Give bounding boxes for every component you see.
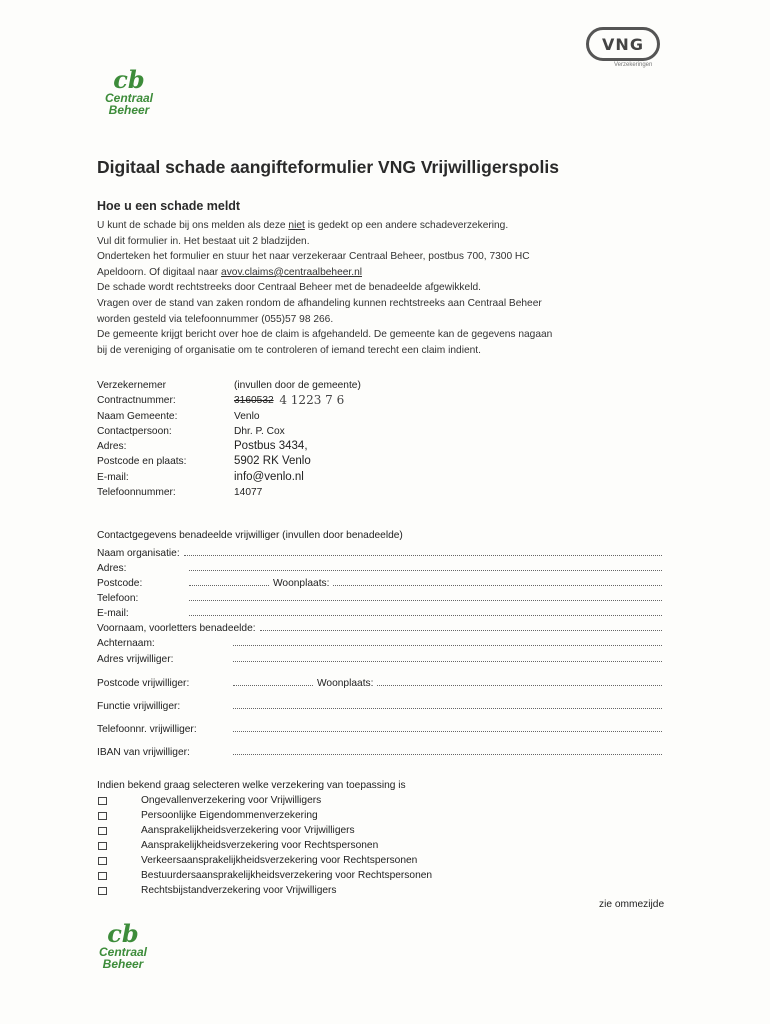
achternaam-field[interactable] — [233, 636, 662, 646]
checkbox[interactable] — [98, 887, 107, 895]
contract-number-struck: 3160532 — [234, 395, 274, 407]
centraal-beheer-logo-top — [84, 65, 174, 117]
label-achternaam: Achternaam: — [97, 638, 155, 649]
label-adres-vrijwilliger: Adres vrijwilliger: — [97, 654, 174, 665]
checkbox[interactable] — [98, 857, 107, 865]
intro-line: De gemeente krijgt bericht over hoe de claim is afgehandeld. De gemeente kan de gegevens nagaan — [97, 329, 553, 341]
checkbox[interactable] — [98, 827, 107, 835]
info-row: E-mail: info@venlo.nl — [97, 470, 304, 483]
insurance-option[interactable]: Aansprakelijkheidsverzekering voor Rechtspersonen — [97, 838, 432, 853]
info-row: Verzekernemer (invullen door de gemeente) — [97, 380, 361, 391]
info-row: Postcode en plaats: 5902 RK Venlo — [97, 455, 311, 468]
centraal-beheer-logo-bottom — [78, 919, 168, 971]
info-row: Contractnummer: 3160532 4 1223 7 6 — [97, 393, 345, 408]
intro-line: Vul dit formulier in. Het bestaat uit 2 bladzijden. — [97, 235, 310, 247]
label-postcode-vrijwilliger: Postcode vrijwilliger: — [97, 678, 190, 689]
insurance-option[interactable]: Ongevallenverzekering voor Vrijwilligers — [97, 793, 432, 808]
vng-logo — [586, 27, 660, 61]
insurance-option[interactable]: Bestuurdersaansprakelijkheidsverzekering voor Rechtspersonen — [97, 868, 432, 883]
checkbox[interactable] — [98, 842, 107, 850]
checkbox[interactable] — [98, 872, 107, 880]
insurance-option[interactable]: Verkeersaansprakelijkheidsverzekering voor Rechtspersonen — [97, 853, 432, 868]
adres-field[interactable] — [189, 561, 662, 571]
page-title: Digitaal schade aangifteformulier VNG Vrijwilligerspolis — [97, 157, 559, 177]
woonplaats-vrijwilliger-field[interactable] — [377, 676, 662, 686]
cb-logo-line2: Beheer — [102, 957, 144, 971]
intro-line: Onderteken het formulier en stuur het naar verzekeraar Centraal Beheer, postbus 700, 7300 HC — [97, 251, 530, 263]
label-functie: Functie vrijwilliger: — [97, 701, 181, 712]
label-adres: Adres: — [97, 563, 127, 574]
label-telefoon: Telefoon: — [97, 593, 139, 604]
info-row: Contactpersoon: Dhr. P. Cox — [97, 425, 285, 437]
voornaam-field[interactable] — [260, 621, 662, 631]
iban-field[interactable] — [233, 745, 662, 755]
insurance-option[interactable]: Aansprakelijkheidsverzekering voor Vrijwilligers — [97, 823, 432, 838]
vng-logo-subtext: Verzekeringen — [614, 62, 653, 68]
functie-field[interactable] — [233, 699, 662, 709]
email-field[interactable] — [189, 606, 662, 616]
info-row: Adres: Postbus 3434, — [97, 440, 308, 453]
intro-line: Apeldoorn. Of digitaal naar avov.claims@centraalbeheer.nl — [97, 266, 362, 278]
insurance-options — [97, 778, 432, 898]
vng-logo-text: VNG — [602, 34, 644, 54]
naam-organisatie-field[interactable] — [184, 546, 662, 556]
checkbox[interactable] — [98, 812, 107, 820]
label-voornaam: Voornaam, voorletters benadeelde: — [97, 623, 256, 634]
contact-heading: Contactgegevens benadeelde vrijwilliger (invullen door benadeelde) — [97, 530, 403, 541]
postcode-field[interactable] — [189, 576, 269, 586]
intro-line: worden gesteld via telefoonnummer (055)57 98 266. — [97, 313, 334, 325]
insurance-option[interactable]: Persoonlijke Eigendommenverzekering — [97, 808, 432, 823]
insured-info — [97, 378, 361, 500]
info-row: Telefoonnummer: 14077 — [97, 487, 263, 499]
postcode-vrijwilliger-field[interactable] — [233, 676, 313, 686]
label-naam-organisatie: Naam organisatie: — [97, 548, 180, 559]
section-heading-how: Hoe u een schade meldt — [97, 199, 241, 213]
intro-text — [97, 218, 667, 358]
cb-logo-line1: Centraal — [98, 945, 148, 959]
label-woonplaats-vrijwilliger: Woonplaats: — [317, 678, 374, 689]
intro-line: Vragen over de stand van zaken rondom de afhandeling kunnen rechtstreeks aan Centraal Beheer — [97, 297, 542, 309]
label-woonplaats: Woonplaats: — [273, 578, 330, 589]
info-row: Naam Gemeente: Venlo — [97, 410, 260, 422]
contract-number-handwritten: 4 1223 7 6 — [279, 393, 345, 408]
checkbox[interactable] — [98, 797, 107, 805]
label-email: E-mail: — [97, 608, 129, 619]
insurance-option[interactable]: Rechtsbijstandverzekering voor Vrijwilligers — [97, 883, 432, 898]
intro-line: De schade wordt rechtstreeks door Centraal Beheer met de benadeelde afgewikkeld. — [97, 282, 481, 294]
intro-line: bij de vereniging of organisatie om te controleren of iemand terecht een claim indient. — [97, 344, 481, 356]
woonplaats-field[interactable] — [333, 576, 662, 586]
intro-line: U kunt de schade bij ons melden als deze niet is gedekt op een andere schadeverzekering. — [97, 220, 509, 231]
cb-mark-icon: cb — [113, 65, 145, 94]
telefoonnr-field[interactable] — [233, 722, 662, 732]
cb-logo-line2: Beheer — [108, 103, 150, 117]
label-telefoonnr: Telefoonnr. vrijwilliger: — [97, 724, 197, 735]
adres-vrijwilliger-field[interactable] — [233, 652, 662, 662]
cb-mark-icon: cb — [107, 919, 139, 948]
telefoon-field[interactable] — [189, 591, 662, 601]
cb-logo-line1: Centraal — [104, 91, 154, 105]
insurance-intro: Indien bekend graag selecteren welke verzekering van toepassing is — [97, 780, 406, 791]
label-iban: IBAN van vrijwilliger: — [97, 747, 190, 758]
label-postcode: Postcode: — [97, 578, 143, 589]
claims-email-link[interactable]: avov.claims@centraalbeheer.nl — [221, 266, 362, 278]
zie-ommezijde: zie ommezijde — [599, 899, 665, 910]
